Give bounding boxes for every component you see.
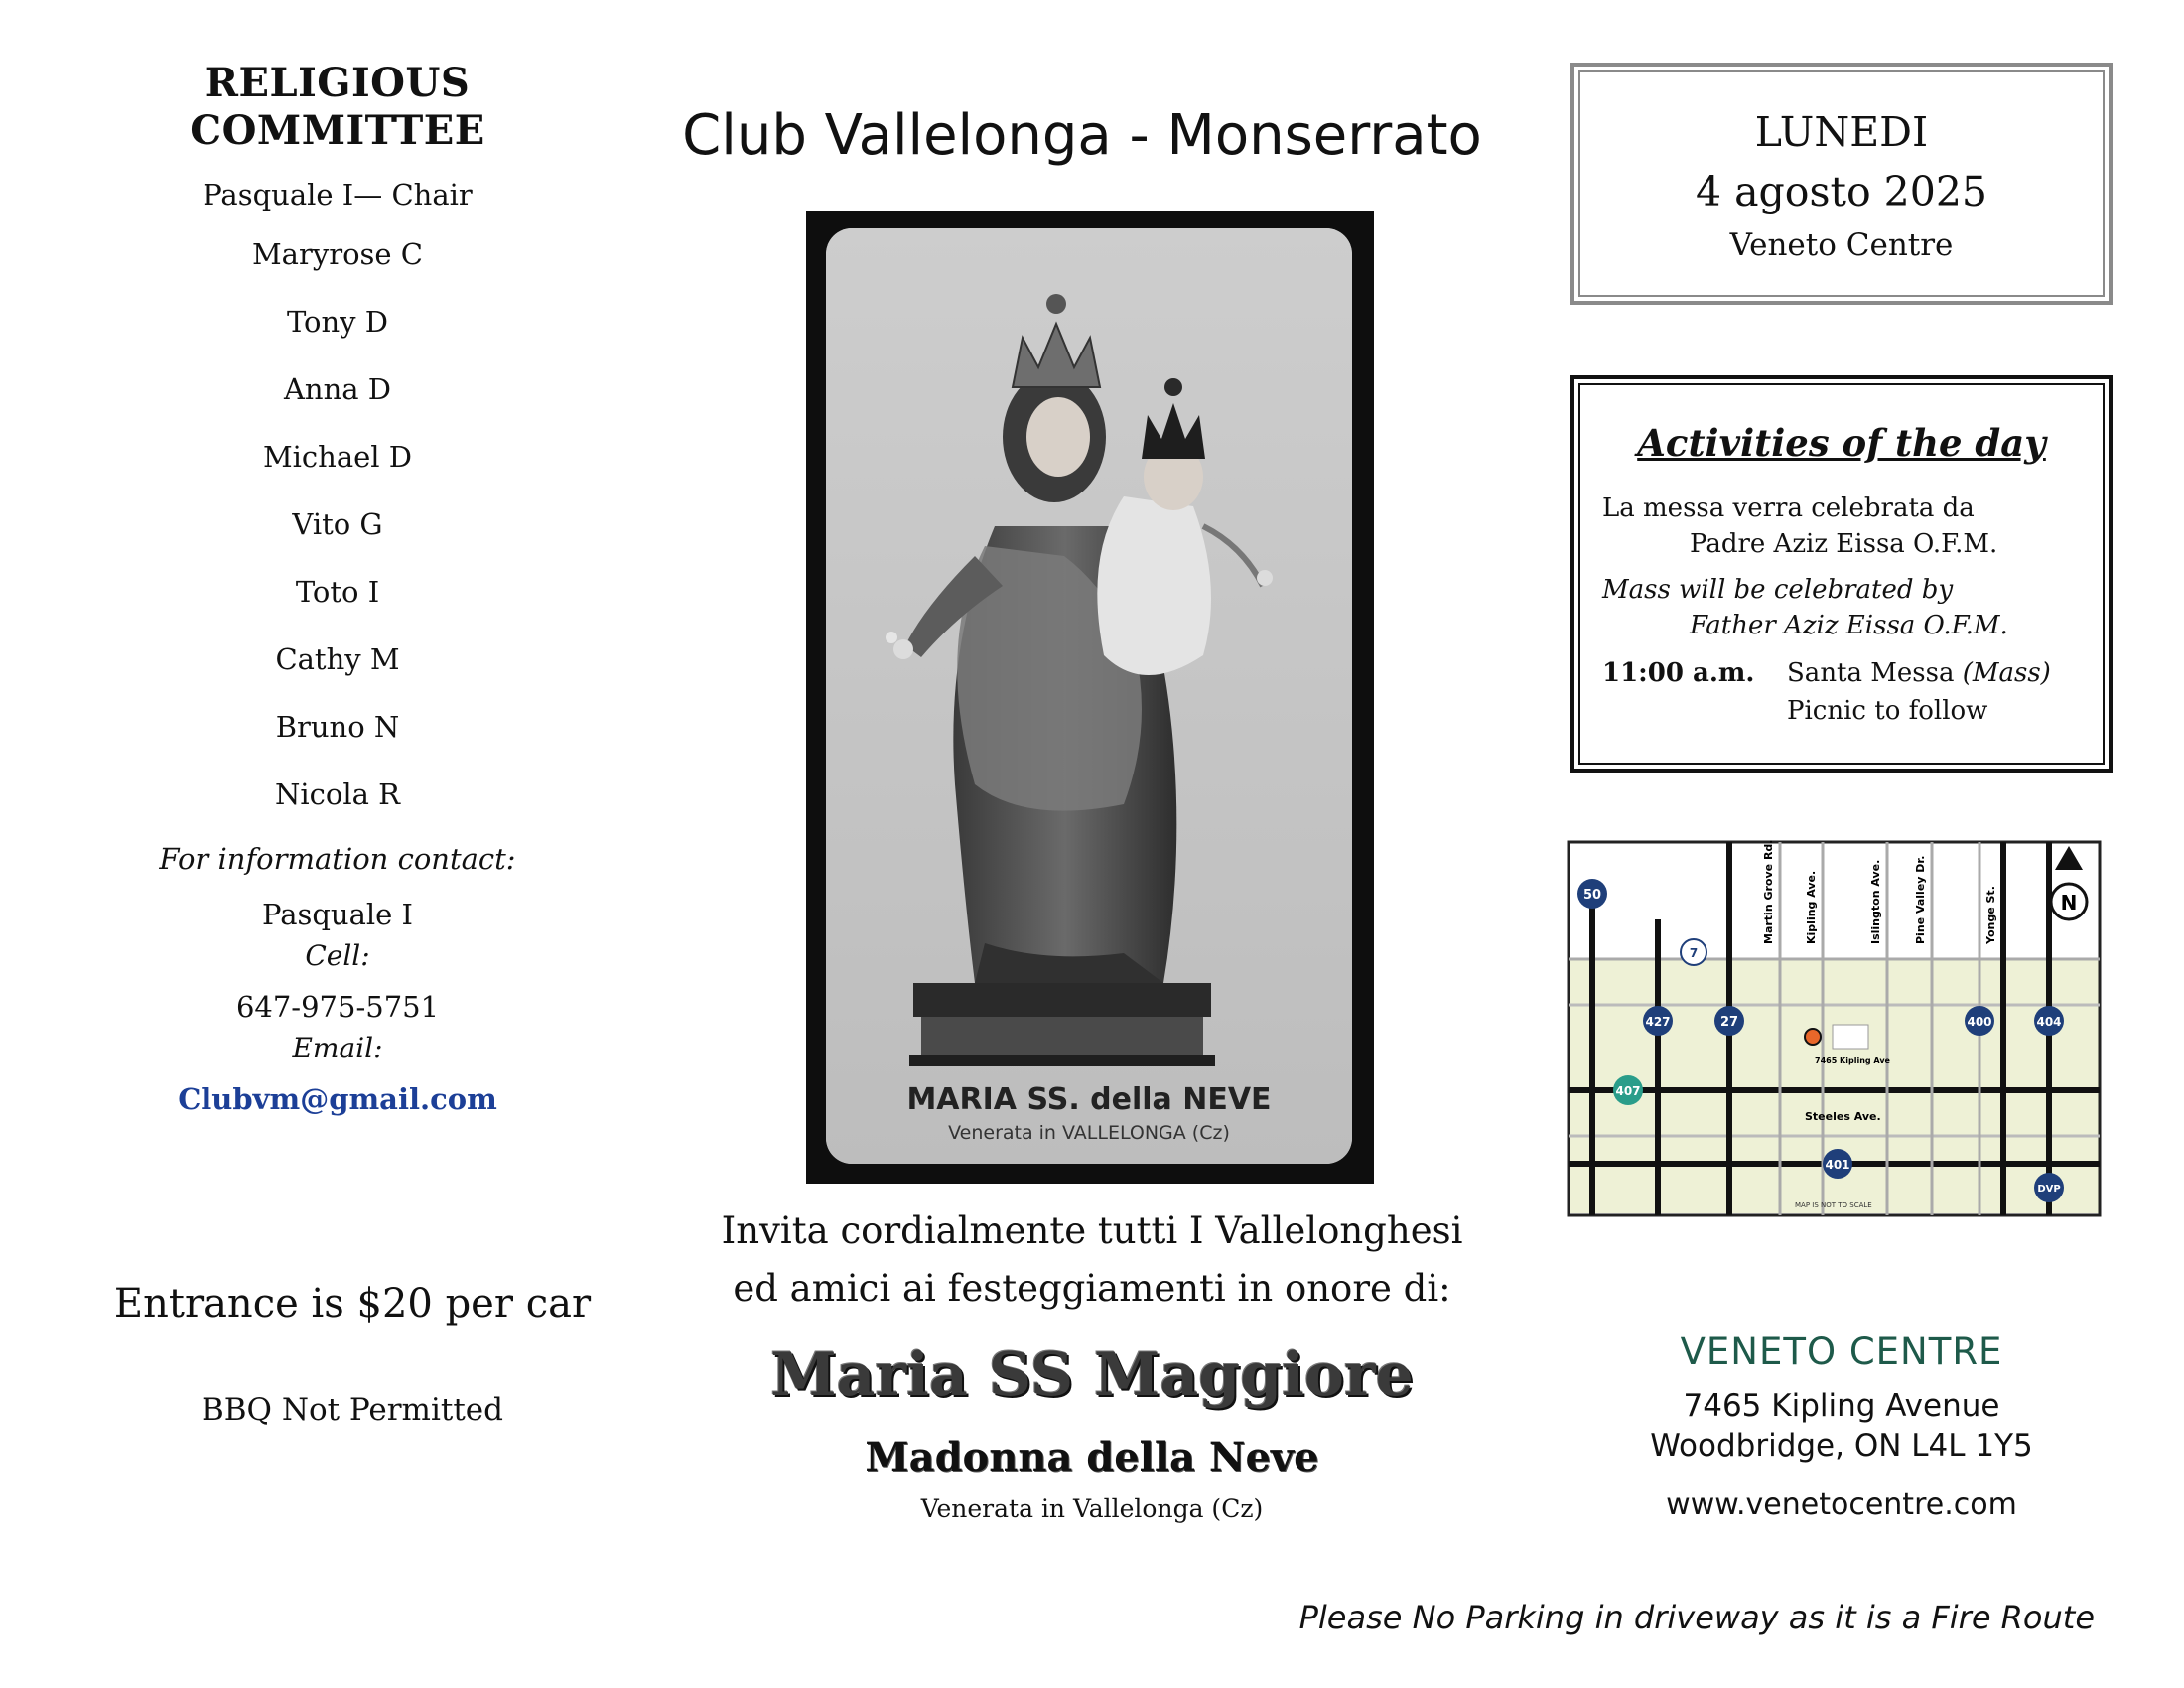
card-caption: MARIA SS. della NEVE	[906, 1082, 1272, 1117]
contact-name: Pasquale I	[261, 898, 414, 931]
invitation-line-1: Invita cordialmente tutti I Vallelonghesi	[721, 1209, 1463, 1252]
svg-text:401: 401	[1825, 1158, 1850, 1172]
venue-address-line1: 7465 Kipling Avenue	[1683, 1388, 2000, 1424]
event-venue: Veneto Centre	[1729, 227, 1954, 263]
contact-heading: For information contact:	[159, 842, 516, 876]
map-road-label: Pine Valley Dr.	[1914, 855, 1927, 944]
email-label: Email:	[292, 1032, 383, 1064]
svg-text:27: 27	[1719, 1015, 1739, 1030]
card-subcaption: Venerata in VALLELONGA (Cz)	[948, 1122, 1230, 1144]
map-pin-label: 7465 Kipling Ave	[1815, 1056, 1890, 1065]
contact-email-link[interactable]: Clubvm@gmail.com	[178, 1082, 497, 1116]
highway-shield-400	[1965, 1006, 1994, 1036]
activities-box-inner	[1578, 383, 2105, 765]
map-scale-note: MAP IS NOT TO SCALE	[1795, 1201, 1872, 1209]
committee-member: Nicola R	[275, 777, 400, 811]
venue-website-link[interactable]: www.venetocentre.com	[1666, 1487, 2017, 1522]
map-road-label: Yonge St.	[1984, 886, 1997, 944]
svg-text:427: 427	[1645, 1015, 1671, 1029]
svg-text:407: 407	[1615, 1084, 1641, 1098]
committee-member: Bruno N	[275, 710, 400, 744]
committee-member: Maryrose C	[251, 237, 423, 271]
bbq-note: BBQ Not Permitted	[202, 1392, 503, 1428]
map-steeles-label: Steeles Ave.	[1805, 1110, 1881, 1123]
mass-italian-line1: La messa verra celebrata da	[1602, 493, 1975, 523]
committee-title-line1: RELIGIOUS	[205, 60, 471, 106]
committee-member: Tony D	[286, 305, 389, 339]
venue-address-line2: Woodbridge, ON L4L 1Y5	[1650, 1428, 2033, 1464]
event-day: LUNEDI	[1754, 108, 1929, 156]
committee-member: Michael D	[262, 440, 413, 474]
madonna-statue-illustration	[826, 228, 1352, 1164]
date-box	[1570, 63, 2113, 305]
picnic-note: Picnic to follow	[1787, 696, 1988, 726]
mass-english-line1: Mass will be celebrated by	[1602, 575, 1954, 605]
committee-chair: Pasquale I— Chair	[203, 178, 473, 211]
contact-cell: 647-975-5751	[235, 990, 440, 1024]
committee-member: Toto I	[295, 575, 380, 609]
highway-shield-404	[2034, 1006, 2064, 1036]
schedule-event	[1787, 653, 2051, 693]
svg-text:50: 50	[1582, 888, 1602, 903]
map-road-label: Islington Ave.	[1869, 859, 1882, 944]
event-date: 4 agosto 2025	[1695, 168, 1988, 215]
statue-prayer-card	[806, 211, 1374, 1184]
svg-text:7: 7	[1689, 946, 1699, 960]
activities-box	[1570, 375, 2113, 773]
mass-italian-line2: Padre Aziz Eissa O.F.M.	[1690, 529, 1998, 559]
highway-shield-401	[1823, 1149, 1852, 1179]
club-title: Club Vallelonga - Monserrato	[682, 103, 1482, 168]
committee-member: Cathy M	[275, 642, 400, 676]
committee-title-line2: COMMITTEE	[190, 107, 485, 154]
svg-text:400: 400	[1967, 1015, 1992, 1029]
mass-english-line2: Father Aziz Eissa O.F.M.	[1690, 611, 2008, 640]
committee-members	[99, 220, 576, 828]
highway-shield-50	[1577, 879, 1607, 909]
highway-shield-427	[1643, 1006, 1673, 1036]
highway-shield-dvp	[2034, 1173, 2064, 1202]
cell-label: Cell:	[305, 939, 370, 972]
parking-note: Please No Parking in driveway as it is a Fire Route	[1298, 1599, 2095, 1636]
committee-member: Anna D	[283, 372, 392, 406]
activities-title: Activities of the day	[1637, 421, 2046, 465]
highway-shield-27	[1714, 1006, 1744, 1036]
religious-committee-section	[99, 60, 576, 1116]
committee-member: Vito G	[292, 507, 383, 541]
event-name-english: (Mass)	[1962, 658, 2051, 688]
feast-name: Maria SS Maggiore	[770, 1340, 1414, 1410]
highway-shield-407	[1613, 1075, 1643, 1105]
schedule-row	[1602, 653, 2081, 693]
svg-text:N: N	[2060, 891, 2078, 914]
schedule-time: 11:00 a.m.	[1602, 658, 1755, 688]
event-name: Santa Messa	[1787, 658, 1963, 688]
venerata-note: Venerata in Vallelonga (Cz)	[920, 1494, 1264, 1523]
feast-subtitle: Madonna della Neve	[865, 1434, 1319, 1480]
svg-text:404: 404	[2036, 1015, 2062, 1029]
map-road-label: Martin Grove Rd.	[1762, 840, 1775, 944]
venue-name: VENETO CENTRE	[1680, 1331, 2003, 1373]
svg-text:DVP: DVP	[2037, 1184, 2061, 1195]
highway-shield-7	[1681, 939, 1706, 965]
card-inner	[826, 228, 1352, 1164]
invitation-line-2: ed amici ai festeggiamenti in onore di:	[733, 1267, 1451, 1310]
location-map	[1567, 840, 2102, 1217]
map-road-label: Kipling Ave.	[1805, 870, 1818, 944]
date-box-inner	[1578, 70, 2105, 297]
entrance-fee: Entrance is $20 per car	[113, 1281, 592, 1327]
